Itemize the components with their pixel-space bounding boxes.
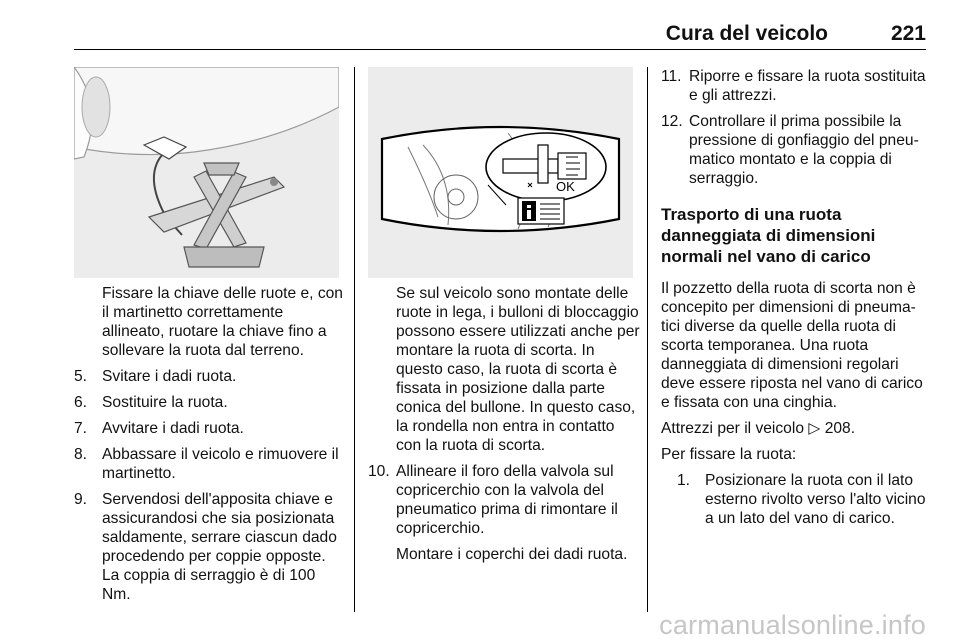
step-number: 11. bbox=[661, 68, 682, 85]
page-header bbox=[74, 0, 926, 50]
step-text: Posizionare la ruota con il lato esterno rivolto verso l'alto vicino a un lato del vano di carico. bbox=[705, 472, 926, 527]
tools-reference bbox=[661, 419, 927, 438]
step-text: Allineare il foro della valvola sul copricerchio con la valvola del pneumatico prima di rimontare il copricerchio. bbox=[396, 463, 618, 537]
step-number: 9. bbox=[74, 491, 88, 508]
column-divider-2 bbox=[647, 67, 648, 612]
step-text: Riporre e fissare la ruota sostituita e gli attrezzi. bbox=[689, 68, 926, 104]
arrow-reference-icon: ▷ bbox=[808, 420, 821, 437]
column-1 bbox=[74, 284, 346, 611]
list-item-step-10 bbox=[368, 462, 640, 538]
spare-wheel-bolt-illustration bbox=[368, 67, 633, 278]
header-title: Cura del veicolo bbox=[665, 22, 828, 45]
list-item-step-12 bbox=[661, 112, 927, 188]
step-number: 7. bbox=[74, 420, 88, 437]
step-number: 1. bbox=[677, 472, 691, 489]
instruction-paragraph: Fissare la chiave delle ruote e, con il martinetto correttamente allineato, ruotare la chiave fino a sollevare la ruota dal terreno. bbox=[102, 285, 343, 359]
step-number: 12. bbox=[661, 113, 683, 130]
step-text: Controllare il prima possibile la pressione di gonfiaggio del pneumatico montato e la coppia di serraggio. bbox=[689, 113, 919, 187]
ok-label: OK bbox=[556, 179, 575, 194]
section-heading: Trasporto di una ruota danneggiata di dimensioni normali nel vano di carico bbox=[661, 205, 876, 266]
header-rule bbox=[74, 49, 926, 50]
step-number: 10. bbox=[368, 463, 390, 480]
step-text: Svitare i dadi ruota. bbox=[102, 368, 237, 385]
reference-page-link[interactable]: 208. bbox=[824, 420, 856, 437]
body-paragraph: Il pozzetto della ruota di scorta non è concepito per dimensioni di pneumatici diverse da quelle della ruota di scorta temporanea. Una ruota danneggiata di dimensioni regolari deve essere riposta nel vano di carico e fissata con una cinghia. bbox=[661, 280, 923, 411]
step-10-followup: Montare i coperchi dei dadi ruota. bbox=[396, 546, 628, 563]
step-number: 5. bbox=[74, 368, 88, 385]
jack-illustration bbox=[74, 67, 339, 278]
list-item-substep-1 bbox=[677, 471, 927, 528]
column-3 bbox=[661, 67, 927, 535]
torque-note: La coppia di serraggio è di 100 Nm. bbox=[102, 567, 316, 603]
column-divider-1 bbox=[354, 67, 355, 612]
list-item-step-6 bbox=[74, 393, 346, 412]
list-item-step-11 bbox=[661, 67, 927, 105]
column-2 bbox=[368, 284, 640, 571]
list-item-step-9 bbox=[74, 490, 346, 566]
step-text: Abbassare il veicolo e rimuovere il martinetto. bbox=[102, 446, 339, 482]
alloy-wheel-note: Se sul veicolo sono montate delle ruote in lega, i bulloni di bloccaggio possono essere utilizzati anche per montare la ruota di scorta. In questo caso, la ruota di scorta è fissata in posizione dalla parte conica del bullone. In questo caso, la rondella non entra in contatto con la ruota di scorta. bbox=[396, 285, 640, 454]
step-text: Avvitare i dadi ruota. bbox=[102, 420, 244, 437]
list-item-step-8 bbox=[74, 445, 346, 483]
step-number: 8. bbox=[74, 446, 88, 463]
list-item-step-7 bbox=[74, 419, 346, 438]
step-text: Sostituire la ruota. bbox=[102, 394, 228, 411]
body-paragraph-secure: Per fissare la ruota: bbox=[661, 446, 797, 463]
list-item-step-5 bbox=[74, 367, 346, 386]
page-number: 221 bbox=[890, 22, 926, 45]
step-text: Servendosi dell'apposita chiave e assicurandosi che sia posizionata saldamente, serrare ciascun dado procedendo per coppie opposte. bbox=[102, 491, 337, 565]
step-number: 6. bbox=[74, 394, 88, 411]
watermark: carmanualsonline.info bbox=[659, 610, 926, 640]
reference-text: Attrezzi per il veicolo bbox=[661, 420, 804, 437]
